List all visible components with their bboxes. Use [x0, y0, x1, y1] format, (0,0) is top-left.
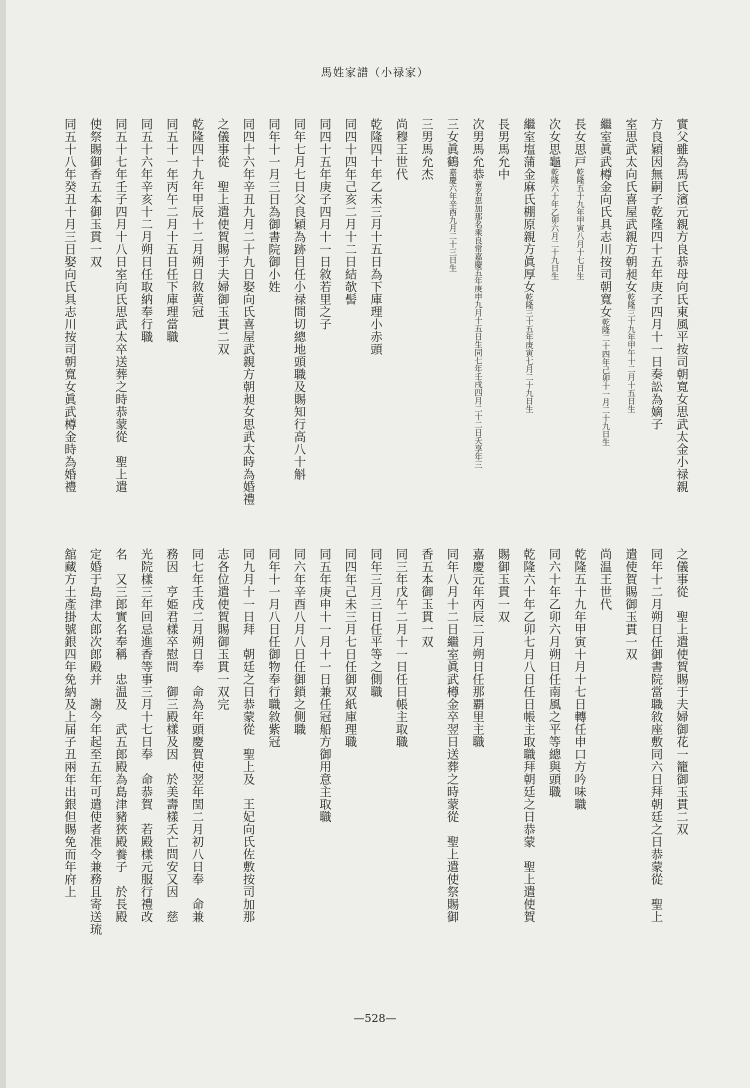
text-column: [676, 548, 688, 1004]
column-text: 三女眞鶴: [445, 118, 460, 168]
column-text: 同五十七年壬子四月十八日室向氏思武太卒送葬之時恭蒙從 聖上遣: [114, 118, 128, 493]
column-text: 同年三月三日任平等之側職: [369, 548, 383, 698]
column-text: 長男馬允中: [496, 118, 511, 181]
column-text: 方良穎因無嗣子乾隆四十五年庚子四月十一日奏訟為嫡子: [649, 118, 664, 431]
column-text: 使祭賜御香五本御玉貫一双: [88, 118, 103, 268]
text-column: [90, 118, 102, 550]
column-text: 賜御玉貫一双: [496, 548, 511, 623]
column-text: 同五年庚申十一月十一日兼任冠船方御用意主取職: [318, 548, 332, 823]
column-text: 乾隆四十九年甲辰十二月朔日敘黄冠: [190, 118, 205, 318]
page-header-title: 馬姓家譜（小禄家）: [321, 66, 429, 79]
column-text: 乾隆四十年乙未三月十五日為下庫理小赤頭: [369, 118, 383, 356]
column-text: 長女思戸: [573, 118, 587, 168]
column-text: 同四年己未三月七日任御双紙庫理職: [343, 548, 358, 748]
birth-note: 乾隆五十九年甲寅八月十七日生: [576, 168, 585, 280]
column-text: 乾隆六十年乙卯七月八日任日帳主取職拜朝廷之日恭蒙 聖上遣使賀: [522, 548, 536, 923]
column-text: 同六十年乙卯六月朔日任南風之平等總與頭職: [547, 548, 562, 798]
column-text: 舘藏方土產掛號銀四年免納及上届子丑兩年出銀但賜免而年府上: [63, 548, 77, 898]
text-column: [447, 548, 459, 1004]
column-text: 室思武太向氏喜屋武親方朝昶女: [624, 118, 638, 293]
column-text: 之儀事從 聖上遣使賀賜于夫婦御玉貫二双: [216, 118, 230, 356]
text-column: [192, 548, 204, 1004]
text-column: [370, 118, 382, 550]
text-column: [141, 118, 153, 550]
text-column: [192, 118, 204, 550]
column-text: 乾隆五十九年甲寅十月十七日轉任申口方吟味職: [573, 548, 587, 811]
column-text: 同年八月十二日繼室眞武樽金卒翌日送葬之時蒙從 聖上遣使祭賜御: [445, 548, 460, 923]
text-column: [141, 548, 153, 1004]
text-column: [549, 118, 561, 550]
column-text: 同三年戊午二月十一日任日帳主取職: [394, 548, 409, 748]
column-text: 之儀事從 聖上遣使賀賜于夫婦御花一籠御玉貫二双: [675, 548, 689, 836]
column-text: 尚穆王世代: [394, 118, 409, 181]
text-column: [396, 548, 408, 1004]
text-column: [217, 548, 229, 1004]
column-text: 遣使賀賜御玉貫一双: [624, 548, 638, 661]
text-column: [319, 118, 331, 550]
page-number: —528—: [353, 1012, 397, 1025]
text-column: [472, 118, 484, 550]
text-column: [64, 118, 76, 550]
column-text: 同年七月七日父良穎為跡目任小禄間切總地頭職及賜知行高八十斛: [292, 118, 307, 481]
column-text: 同五十一年丙午二月十五日任下庫理當職: [165, 118, 179, 343]
text-column: [651, 548, 663, 1004]
text-column: [396, 118, 408, 550]
text-column: [523, 118, 535, 550]
text-column: [217, 118, 229, 550]
column-text: 志各位遣使賀賜御玉貫一双完: [216, 548, 230, 711]
column-text: 繼室眞武樽金向氏具志川按司朝寬女: [598, 118, 613, 318]
text-column: [447, 118, 459, 550]
text-column: [370, 548, 382, 1004]
column-text: 三男馬允杰: [420, 118, 434, 181]
text-column: [115, 548, 127, 1004]
column-text: 同四十五年庚子四月十一日敘若里之子: [318, 118, 332, 331]
text-column: [600, 548, 612, 1004]
column-text: 尚温王世代: [598, 548, 613, 611]
column-text: 名 又三郎實名奉稱 忠温及 武五郎殿為島津豬狹殿養子 於長殿: [114, 548, 128, 923]
column-text: 同年十二月朔日任御書院當職敘座敷同六日拜朝廷之日恭蒙從 聖上: [649, 548, 664, 923]
birth-note: 乾隆三十五年庚寅七月二十九日生: [525, 293, 534, 413]
text-column: [498, 548, 510, 1004]
column-text: 次男馬允恭: [471, 118, 485, 181]
text-column: [268, 548, 280, 1004]
column-text: 同五十六年辛亥十二月朔日任取納奉行職: [139, 118, 154, 343]
column-text: 同年十一月三日為御書院御小姓: [267, 118, 281, 293]
column-text: 同七年壬戌二月朔日奉 命為年頭慶賀使翌年閏二月初八日奉 命兼: [190, 548, 205, 923]
column-text: 定婚于島津太郎次郎殿并 謝今年起至五年可遣使者准令兼務且寄送琉: [88, 548, 103, 936]
text-column: [115, 118, 127, 550]
column-text: 繼室塩蒲金麻氏棚原親方眞厚女: [522, 118, 536, 293]
column-text: 同六年辛酉八月八日任御鎖之側職: [292, 548, 307, 736]
text-column: [651, 118, 663, 550]
text-column: [421, 118, 433, 550]
text-column: [472, 548, 484, 1004]
text-column: [523, 548, 535, 1004]
column-text: 次女思龜: [547, 118, 562, 168]
birth-note: 嘉慶六年辛酉九月二十三日生: [448, 168, 458, 272]
text-column: [64, 548, 76, 1004]
text-column: [625, 118, 637, 550]
text-column: [421, 548, 433, 1004]
text-column: [243, 548, 255, 1004]
column-text: 務因 亨姫君樣卒慰問 御三殿樣及因 於美壽樣夭亡問安又因 慈: [165, 548, 179, 923]
text-column: [319, 548, 331, 1004]
column-text: 同四十四年己亥二月十二日結欹髻: [343, 118, 358, 306]
birth-note: 乾隆二十四年己卯十一月二十九日生: [601, 318, 611, 446]
text-column: [90, 548, 102, 1004]
column-text: 實父雖為馬氏濱元親方良恭母向氏東風平按司朝寬女思武太金小禄親: [675, 118, 689, 493]
text-column: [549, 548, 561, 1004]
text-column: [294, 118, 306, 550]
text-column: [166, 548, 178, 1004]
text-column: [268, 118, 280, 550]
text-column: [243, 118, 255, 550]
birth-note: 乾隆六十年乙卯六月二十九日生: [550, 168, 560, 280]
text-column: [345, 548, 357, 1004]
column-text: 同五十八年癸丑十月三日娶向氏具志川按司朝寬女眞武樽金時為婚禮: [63, 118, 77, 493]
birth-note: 童名思加那名乘良常嘉慶五年庚申九月十五日生同七年壬戌四月二十二日夭享年三: [474, 180, 483, 469]
text-column: [600, 118, 612, 550]
binding-gutter: [0, 0, 6, 1088]
text-column: [574, 548, 586, 1004]
text-column: [676, 118, 688, 550]
birth-note: 乾隆三十九年甲午十二月十五日生: [627, 293, 636, 413]
text-column: [294, 548, 306, 1004]
text-column: [345, 118, 357, 550]
column-text: 同九月十一日拜 朝廷之日恭蒙從 聖上及 王妃向氏佐敷按司加那: [241, 548, 256, 923]
text-column: [574, 118, 586, 550]
column-text: 同四十六年辛丑九月二十九日娶向氏喜屋武親方朝昶女思武太時為婚禮: [241, 118, 256, 506]
column-text: 同年十一月八日任御物奉行職敘紫冠: [267, 548, 281, 748]
column-text: 光院樣三年回忌進香等事三月十七日奉 命恭賀 若殿樣元服行禮改: [139, 548, 154, 923]
column-text: 香五本御玉貫一双: [420, 548, 434, 648]
text-column: [166, 118, 178, 550]
column-text: 嘉慶元年丙辰二月朔日任那覇里主職: [471, 548, 485, 748]
text-column: [498, 118, 510, 550]
text-column: [625, 548, 637, 1004]
